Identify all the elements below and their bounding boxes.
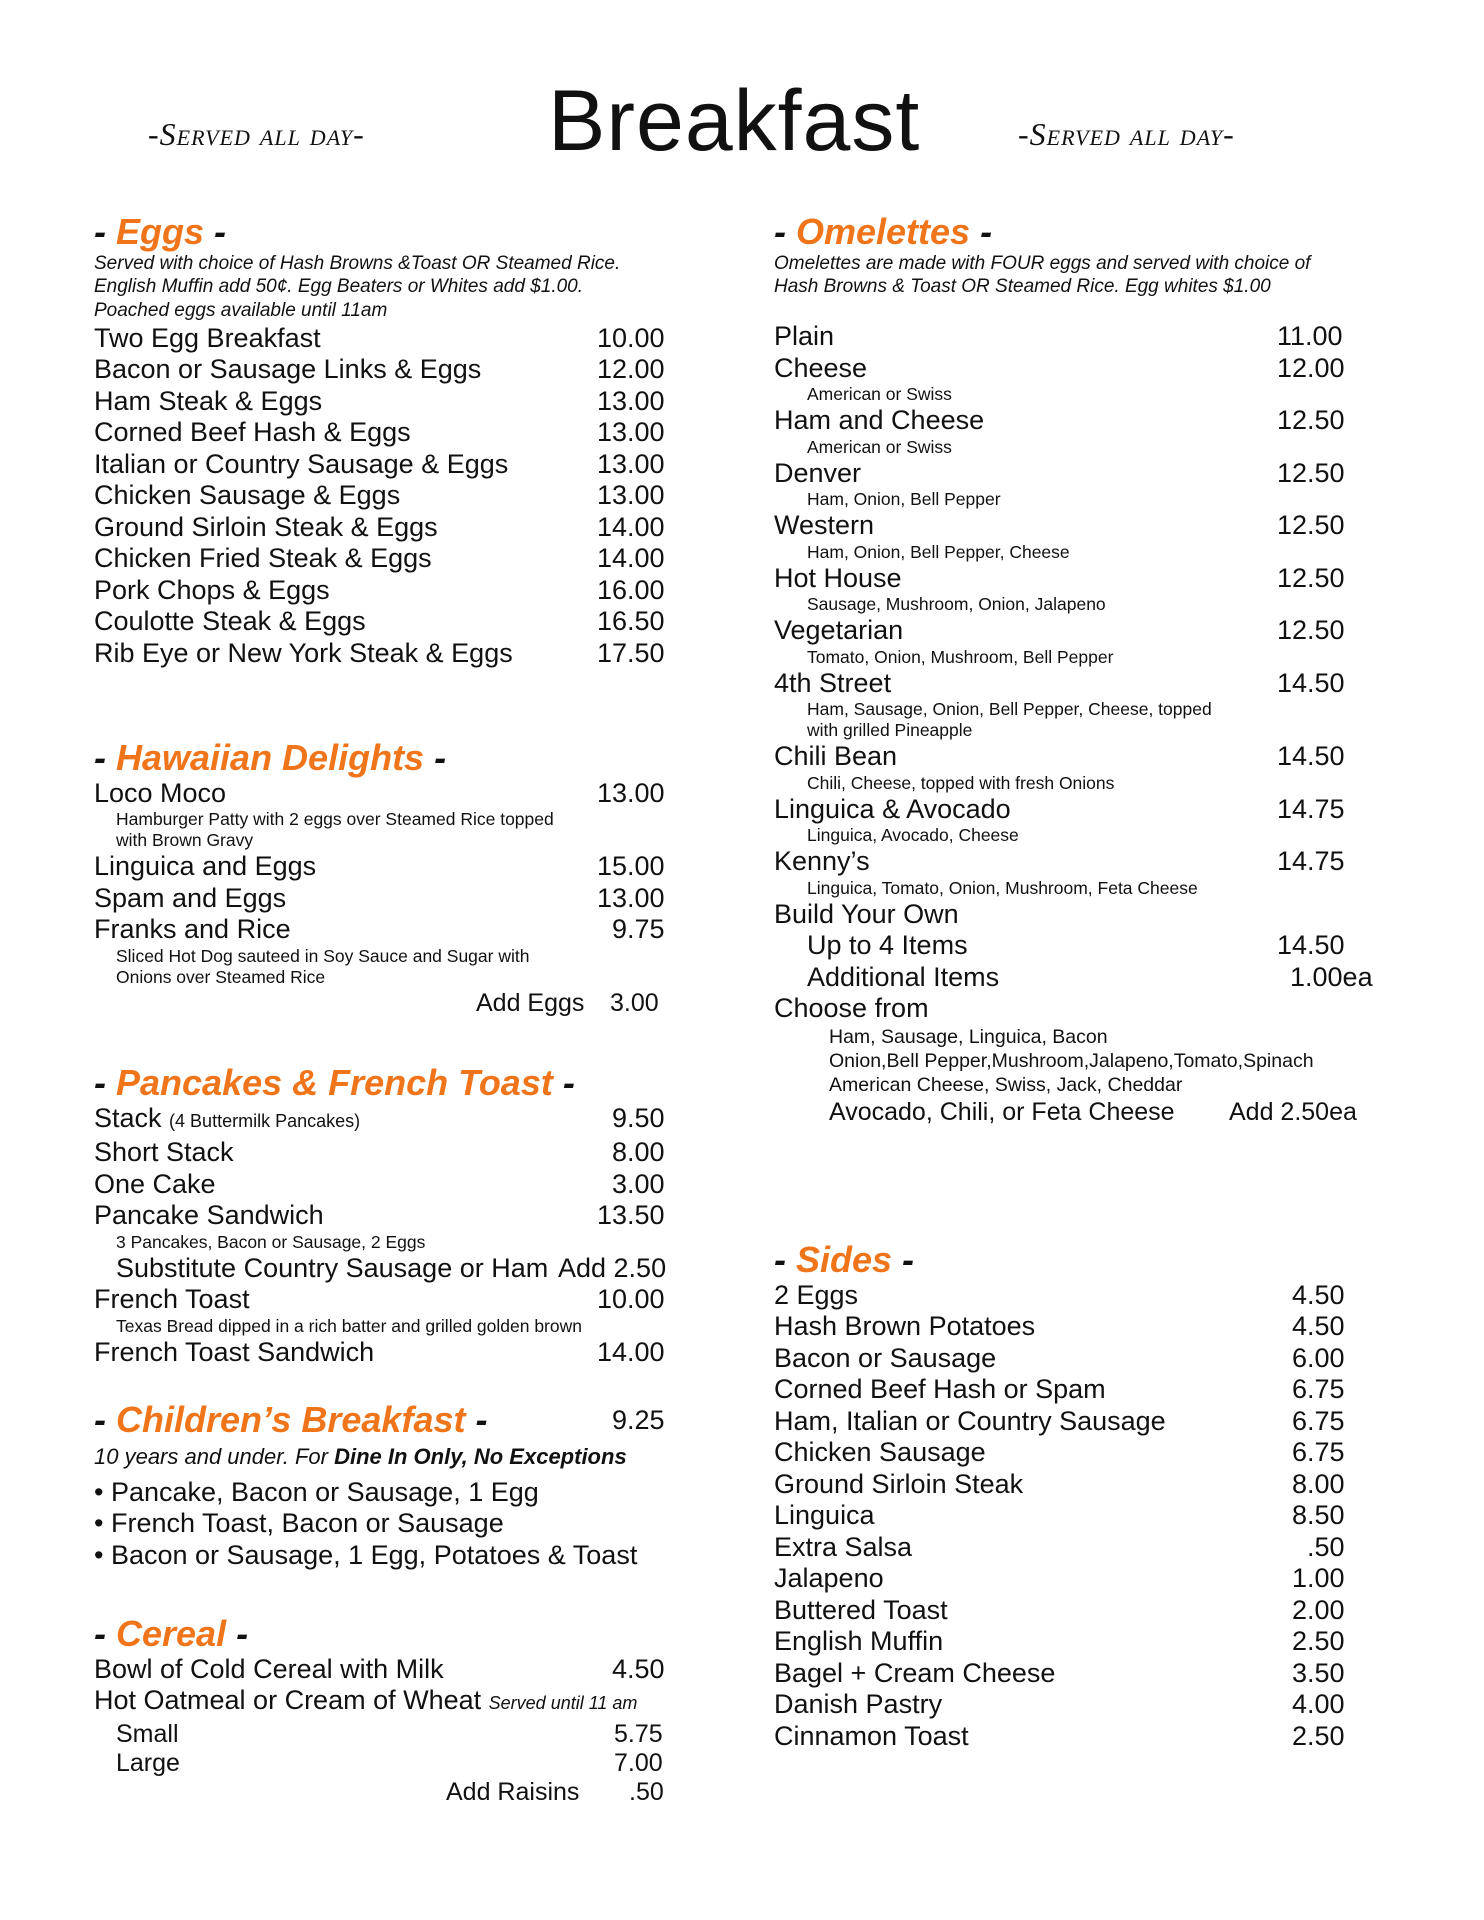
menu-item: Substitute Country Sausage or Ham Add 2.50	[116, 1252, 667, 1283]
section-note: Served with choice of Hash Browns &Toast OR Steamed Rice.	[94, 252, 621, 274]
menu-item: Italian or Country Sausage & Eggs 13.00	[94, 448, 665, 479]
menu-item: Plain 11.00	[774, 321, 1343, 352]
item-description: Hamburger Patty with 2 eggs over Steamed Rice topped	[116, 809, 554, 830]
option-line: Ham, Sausage, Linguica, Bacon	[829, 1025, 1108, 1048]
menu-item: One Cake 3.00	[94, 1168, 665, 1199]
menu-item: Short Stack 8.00	[94, 1137, 665, 1168]
tagline-left: -Served all day-	[148, 116, 365, 152]
menu-item: Linguica & Avocado 14.75	[774, 793, 1345, 824]
menu-item: French Toast Sandwich 14.00	[94, 1336, 665, 1367]
menu-item: 4th Street 14.50	[774, 667, 1345, 698]
item-description: Chili, Cheese, topped with fresh Onions	[807, 772, 1115, 793]
menu-item: Loco Moco 13.00	[94, 777, 665, 808]
item-description: American or Swiss	[807, 436, 952, 457]
menu-item: Ham and Cheese 12.50	[774, 405, 1345, 436]
menu-item: Hot Oatmeal or Cream of Wheat Served until 11 am	[94, 1685, 638, 1716]
item-description: Onions over Steamed Rice	[116, 966, 326, 987]
menu-item: Corned Beef Hash & Eggs 13.00	[94, 417, 665, 448]
menu-item: Bacon or Sausage Links & Eggs 12.00	[94, 354, 665, 385]
section-title: - Hawaiian Delights -	[94, 737, 447, 778]
list-item: • French Toast, Bacon or Sausage	[94, 1508, 504, 1538]
menu-item: Chicken Fried Steak & Eggs 14.00	[94, 543, 665, 574]
item-description: American or Swiss	[807, 384, 952, 405]
menu-item: Pork Chops & Eggs 16.00	[94, 574, 665, 605]
menu-item: Coulotte Steak & Eggs 16.50	[94, 606, 665, 637]
menu-item: Ham Steak & Eggs 13.00	[94, 385, 665, 416]
menu-item: Extra Salsa .50	[774, 1531, 1345, 1562]
item-description: Linguica, Avocado, Cheese	[807, 825, 1019, 846]
item-description: Texas Bread dipped in a rich batter and grilled golden brown	[116, 1315, 582, 1336]
menu-item: Denver 12.50	[774, 457, 1345, 488]
list-item: • Pancake, Bacon or Sausage, 1 Egg	[94, 1476, 539, 1507]
pancakes-section	[94, 1063, 714, 1368]
menu-item: Rib Eye or New York Steak & Eggs 17.50	[94, 637, 665, 668]
section-note: Hash Browns & Toast OR Steamed Rice. Egg whites $1.00	[774, 276, 1271, 298]
premium-option: Avocado, Chili, or Feta Cheese Add 2.50ea	[829, 1097, 1357, 1126]
eggs-section	[94, 212, 714, 669]
section-note: 10 years and under. For Dine In Only, No Exceptions	[94, 1444, 627, 1469]
option-line: American Cheese, Swiss, Jack, Cheddar	[829, 1073, 1183, 1096]
item-description: Linguica, Tomato, Onion, Mushroom, Feta Cheese	[807, 877, 1198, 898]
menu-item: Two Egg Breakfast 10.00	[94, 322, 665, 353]
menu-item: Vegetarian 12.50	[774, 615, 1345, 646]
menu-item: English Muffin 2.50	[774, 1626, 1345, 1657]
item-description: Sausage, Mushroom, Onion, Jalapeno	[807, 594, 1106, 615]
menu-item: French Toast 10.00	[94, 1284, 665, 1315]
menu-item: Ground Sirloin Steak 8.00	[774, 1468, 1345, 1499]
menu-item: Bagel + Cream Cheese 3.50	[774, 1657, 1345, 1688]
omelettes-section	[774, 212, 1414, 1128]
menu-item: Kenny’s 14.75	[774, 846, 1345, 877]
children-section	[94, 1400, 734, 1571]
tagline-right: -Served all day-	[1018, 116, 1235, 152]
menu-item: Ground Sirloin Steak & Eggs 14.00	[94, 511, 665, 542]
section-note: English Muffin add 50¢. Egg Beaters or Whites add $1.00.	[94, 276, 584, 298]
section-title: - Eggs -	[94, 211, 227, 252]
page-title: Breakfast	[548, 73, 921, 169]
menu-item: Linguica and Eggs 15.00	[94, 851, 665, 882]
section-title: - Sides -	[774, 1239, 915, 1280]
menu-item: Chili Bean 14.50	[774, 741, 1345, 772]
menu-item: Jalapeno 1.00	[774, 1563, 1345, 1594]
menu-item: Hot House 12.50	[774, 562, 1345, 593]
option-line: Onion,Bell Pepper,Mushroom,Jalapeno,Tomato,Spinach	[829, 1049, 1314, 1072]
menu-item: Corned Beef Hash or Spam 6.75	[774, 1374, 1345, 1405]
page-header	[0, 0, 1484, 200]
menu-item: Ham, Italian or Country Sausage 6.75	[774, 1405, 1345, 1436]
menu-item: Up to 4 Items 14.50	[807, 930, 1345, 961]
item-description: Sliced Hot Dog sauteed in Soy Sauce and Sugar with	[116, 945, 530, 966]
menu-item: Cheese 12.00	[774, 352, 1345, 383]
menu-item: Western 12.50	[774, 510, 1345, 541]
menu-item: Hash Brown Potatoes 4.50	[774, 1311, 1345, 1342]
menu-item: Additional Items 1.00ea	[807, 961, 1373, 992]
sides-section	[774, 1240, 1414, 1752]
menu-item: Danish Pastry 4.00	[774, 1689, 1345, 1720]
section-title: - Cereal -	[94, 1613, 249, 1654]
item-description: with grilled Pineapple	[807, 720, 973, 741]
menu-item: Chicken Sausage & Eggs 13.00	[94, 480, 665, 511]
menu-item: Bowl of Cold Cereal with Milk 4.50	[94, 1653, 665, 1684]
section-note: Omelettes are made with FOUR eggs and served with choice of	[774, 252, 1311, 274]
section-title: - Children’s Breakfast - 9.25	[94, 1399, 665, 1440]
cereal-section: - Cereal - Bowl of Cold Cereal with Milk 4.50 Hot Oatmeal or Cream of Wheat Served until 11 am Small 5.75 Large 7.00 Add Raisins .50	[94, 1614, 734, 1778]
section-title: - Omelettes -	[774, 211, 993, 252]
item-description: Ham, Sausage, Onion, Bell Pepper, Cheese, topped	[807, 699, 1212, 720]
menu-item: Stack (4 Buttermilk Pancakes) 9.50	[94, 1102, 665, 1133]
item-description: Ham, Onion, Bell Pepper	[807, 489, 1001, 510]
section-title: - Pancakes & French Toast -	[94, 1062, 575, 1103]
menu-item: Chicken Sausage 6.75	[774, 1437, 1345, 1468]
menu-item: Buttered Toast 2.00	[774, 1594, 1345, 1625]
build-your-own-title: Build Your Own	[774, 898, 959, 929]
list-item: • Bacon or Sausage, 1 Egg, Potatoes & Toast	[94, 1539, 638, 1570]
menu-item: Linguica 8.50	[774, 1500, 1345, 1531]
menu-item: Cinnamon Toast 2.50	[774, 1720, 1345, 1751]
menu-item: Pancake Sandwich 13.50	[94, 1200, 665, 1231]
item-description: with Brown Gravy	[116, 830, 254, 851]
choose-from-title: Choose from	[774, 993, 929, 1024]
menu-item: Spam and Eggs 13.00	[94, 882, 665, 913]
item-description: 3 Pancakes, Bacon or Sausage, 2 Eggs	[116, 1231, 426, 1252]
menu-item: Large 7.00	[116, 1748, 663, 1777]
menu-item: Small 5.75	[116, 1719, 663, 1748]
menu-item: Franks and Rice 9.75	[94, 914, 665, 945]
menu-item: Bacon or Sausage 6.00	[774, 1342, 1345, 1373]
hawaiian-section: - Hawaiian Delights - Loco Moco 13.00 Hamburger Patty with 2 eggs over Steamed Rice topped with Brown Gravy Linguica and Eggs 15.00 Spam and Eggs 13.00 Franks and Rice 9.75 Sliced Hot Dog sauteed in Soy Sauce and Sugar with Onions over Steamed Rice Add Eggs 3.00	[94, 738, 714, 988]
menu-item: 2 Eggs 4.50	[774, 1279, 1345, 1310]
section-note: Poached eggs available until 11am	[94, 300, 388, 322]
item-description: Ham, Onion, Bell Pepper, Cheese	[807, 541, 1070, 562]
item-description: Tomato, Onion, Mushroom, Bell Pepper	[807, 646, 1114, 667]
